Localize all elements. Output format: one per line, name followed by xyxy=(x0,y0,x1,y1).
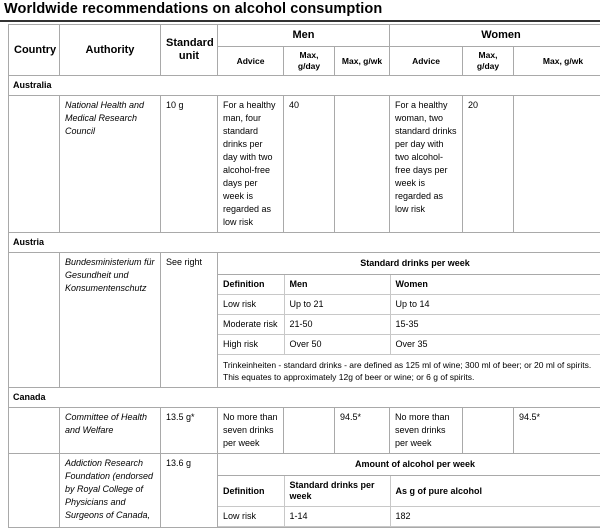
header-women-max-day: Max, g/day xyxy=(463,47,514,76)
grams-cell: 182 xyxy=(390,507,600,527)
table-row xyxy=(9,96,600,233)
men-cell: Over 50 xyxy=(284,335,390,355)
austria-nested-cell xyxy=(218,253,600,388)
women-max-wk-cell xyxy=(514,96,600,233)
authority-cell: National Health and Medical Research Council xyxy=(60,96,161,233)
table-row xyxy=(218,295,600,315)
men-cell: Up to 21 xyxy=(284,295,390,315)
women-advice-cell: No more than seven drinks per week xyxy=(390,408,463,454)
header-men-max-day: Max, g/day xyxy=(284,47,335,76)
section-austria: Austria xyxy=(9,233,600,253)
header-women-max-wk: Max, g/wk xyxy=(514,47,600,76)
table-row xyxy=(9,408,600,454)
canada-nested-cell xyxy=(218,454,600,528)
canada-col-definition: Definition xyxy=(218,476,284,507)
austria-col-men: Men xyxy=(284,275,390,295)
canada-inner-table xyxy=(218,454,600,527)
unit-cell: 13.6 g xyxy=(161,454,218,528)
header-men-advice: Advice xyxy=(218,47,284,76)
women-cell: Over 35 xyxy=(390,335,600,355)
definition-cell: High risk xyxy=(218,335,284,355)
header-women-advice: Advice xyxy=(390,47,463,76)
men-max-day-cell xyxy=(284,408,335,454)
header-men: Men xyxy=(218,25,390,47)
recommendations-table xyxy=(8,24,600,528)
unit-cell: 10 g xyxy=(161,96,218,233)
header-women: Women xyxy=(390,25,600,47)
austria-inner-table xyxy=(218,253,600,387)
canada-caption: Amount of alcohol per week xyxy=(218,454,600,476)
men-advice-cell: For a healthy man, four standard drinks per day with two alcohol-free days per week is regarded as low risk xyxy=(218,96,284,233)
men-max-day-cell: 40 xyxy=(284,96,335,233)
women-cell: 15-35 xyxy=(390,315,600,335)
header-standard-unit: Standard unit xyxy=(161,25,218,76)
authority-cell: Committee of Health and Welfare xyxy=(60,408,161,454)
authority-cell: Bundesministerium für Gesundheit und Konsumentenschutz xyxy=(60,253,161,388)
table-row xyxy=(218,335,600,355)
page-title: Worldwide recommendations on alcohol consumption xyxy=(4,1,382,17)
austria-col-definition: Definition xyxy=(218,275,284,295)
definition-cell: Low risk xyxy=(218,507,284,527)
unit-cell: 13.5 g* xyxy=(161,408,218,454)
women-cell: Up to 14 xyxy=(390,295,600,315)
definition-cell: Moderate risk xyxy=(218,315,284,335)
women-advice-cell: For a healthy woman, two standard drinks per day with two alcohol-free days per week is regarded as low risk xyxy=(390,96,463,233)
table-row xyxy=(9,454,600,528)
table-row xyxy=(9,253,600,388)
men-advice-cell: No more than seven drinks per week xyxy=(218,408,284,454)
section-australia: Australia xyxy=(9,76,600,96)
authority-cell: Addiction Research Foundation (endorsed by Royal College of Physicians and Surgeons of Canada, xyxy=(60,454,161,528)
women-max-day-cell xyxy=(463,408,514,454)
unit-cell: See right xyxy=(161,253,218,388)
drinks-cell: 1-14 xyxy=(284,507,390,527)
canada-col-drinks: Standard drinks per week xyxy=(284,476,390,507)
women-max-wk-cell: 94.5* xyxy=(514,408,600,454)
austria-caption: Standard drinks per week xyxy=(218,253,600,275)
header-authority: Authority xyxy=(60,25,161,76)
women-max-day-cell: 20 xyxy=(463,96,514,233)
title-rule xyxy=(0,20,600,22)
section-canada: Canada xyxy=(9,388,600,408)
men-max-wk-cell xyxy=(335,96,390,233)
header-men-max-wk: Max, g/wk xyxy=(335,47,390,76)
header-country: Country xyxy=(9,25,60,76)
men-max-wk-cell: 94.5* xyxy=(335,408,390,454)
table-row xyxy=(218,315,600,335)
men-cell: 21-50 xyxy=(284,315,390,335)
austria-note: Trinkeinheiten - standard drinks - are defined as 125 ml of wine; 300 ml of beer; or 20 ml of spirits. This equates to approximately 12g of beer or wine; or 6 g of spirits. xyxy=(218,355,600,388)
table-row xyxy=(218,507,600,527)
austria-col-women: Women xyxy=(390,275,600,295)
definition-cell: Low risk xyxy=(218,295,284,315)
canada-col-grams: As g of pure alcohol xyxy=(390,476,600,507)
